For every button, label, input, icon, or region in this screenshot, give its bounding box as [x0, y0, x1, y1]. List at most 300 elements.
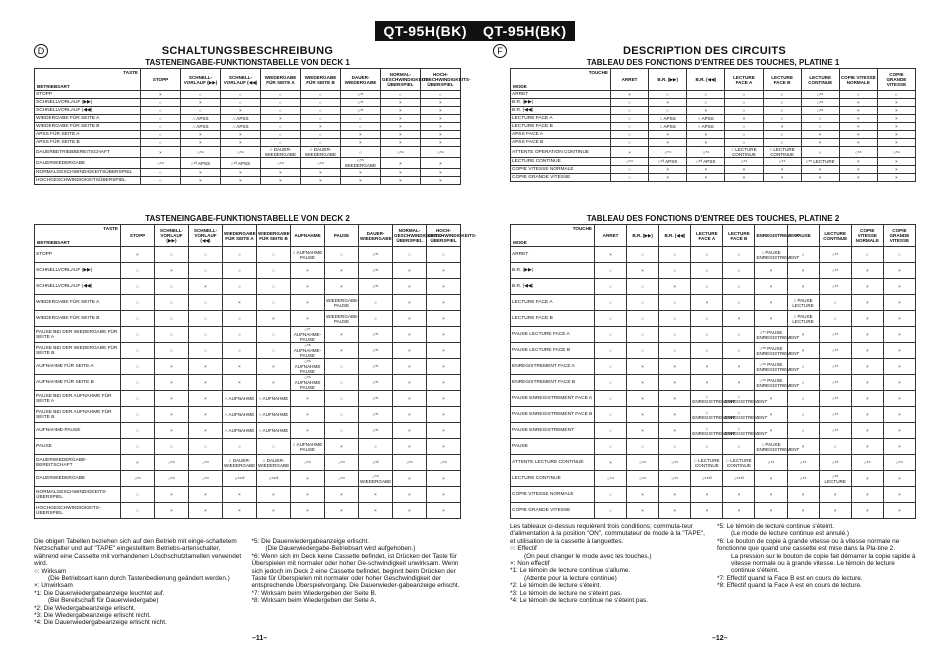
table-cell: ○*³ APSS: [687, 158, 725, 166]
table-cell: ○*¹: [359, 279, 393, 295]
table-cell: ○*⁵ LECTURE: [801, 158, 839, 166]
table-cell: ○ LECTURE CONTINUE: [763, 147, 801, 158]
table-cell: ○*⁴: [261, 158, 301, 169]
table-cell: ○ AUFNAHME: [223, 407, 257, 423]
note-line: *8: Wirksam beim Wiedergeben der Seite A.: [251, 597, 377, 605]
column-header: LECTURE FACE B: [763, 69, 801, 91]
table-cell: ×: [189, 407, 223, 423]
mode-label: B.R. (▶▶): [511, 263, 595, 279]
table-row: [35, 107, 461, 115]
table-cell: ×: [839, 166, 877, 174]
table-cell: ×: [801, 174, 839, 182]
table-cell: ○: [627, 279, 659, 295]
table-row: [511, 439, 916, 455]
table-cell: ×: [189, 391, 223, 407]
table-cell: ○: [121, 327, 155, 343]
table-cell: ×: [341, 139, 381, 147]
table-cell: ○: [223, 247, 257, 263]
table-cell: ○ PAUSE LECTURE: [787, 311, 819, 327]
table-cell: ×: [877, 99, 915, 107]
table-cell: ×: [189, 423, 223, 439]
table-cell: ○: [341, 123, 381, 131]
table-cell: ×: [883, 311, 915, 327]
table-cell: ×: [659, 487, 691, 503]
mode-label: APSS FÜR SEITE A: [35, 131, 141, 139]
table-cell: ○*⁴: [627, 471, 659, 487]
notes-column: [34, 538, 244, 627]
table-cell: ○*⁴: [427, 455, 461, 471]
table-cell: ○*⁴: [851, 455, 883, 471]
table-cell: ×: [611, 147, 649, 158]
table-cell: ○*⁴: [393, 455, 427, 471]
table-cell: ×: [691, 359, 723, 375]
table-cell: ×: [649, 131, 687, 139]
table-cell: ×: [325, 343, 359, 359]
table-cell: ×: [787, 487, 819, 503]
table-cell: ×: [393, 375, 427, 391]
table-cell: ×: [421, 131, 461, 139]
table-cell: ○: [223, 327, 257, 343]
table-cell: ○: [723, 439, 755, 455]
column-header: LECTURE FACE B: [723, 225, 755, 247]
table-row: [35, 471, 461, 487]
note-line: Die obigen Tabellen beziehen sich auf den Betrieb mit einge-schaltetem Netzschalter und auf "TAPE" eingestelltem Betriebs-artenschalter, während eine Cassette mit vorhandenen Löschschutzlamellen verwendet wird.: [34, 538, 242, 568]
table-cell: ○*¹: [801, 91, 839, 99]
table-row: [511, 166, 916, 174]
table-cell: ×: [877, 131, 915, 139]
column-header: ENREGISTREMENT: [755, 225, 787, 247]
table-cell: ○: [261, 107, 301, 115]
table-cell: ×: [261, 177, 301, 185]
table-cell: ×: [155, 375, 189, 391]
table-cell: ×: [801, 166, 839, 174]
table-cell: ○*¹: [359, 391, 393, 407]
table-cell: ○*⁴: [725, 158, 763, 166]
mode-label: AUFNAHME FÜR SEITE B: [35, 375, 121, 391]
table-cell: ×: [819, 487, 851, 503]
table-cell: ×: [787, 439, 819, 455]
table-cell: ×: [427, 407, 461, 423]
table-cell: ×: [595, 455, 627, 471]
table-cell: ×: [659, 391, 691, 407]
corner-key-label: TOUCHE: [588, 70, 608, 75]
mode-label: SCHNELLVORLAUF (◀◀): [35, 107, 141, 115]
table-cell: ○*⁴: [659, 455, 691, 471]
table-cell: ○: [595, 407, 627, 423]
table-row: [35, 391, 461, 407]
table-row: [511, 91, 916, 99]
mode-label: PAUSE BEI DER WIEDERGABE FÜR SEITE A: [35, 327, 121, 343]
table-cell: ×: [221, 131, 261, 139]
table-cell: ○*⁴: [763, 158, 801, 166]
table-cell: ○: [155, 247, 189, 263]
table-cell: ×: [787, 279, 819, 295]
column-header: PAUSE: [787, 225, 819, 247]
note-line: (On peut changer le mode avec les touches.): [524, 552, 652, 560]
table-cell: ○*⁶ AUFNAHME PAUSE: [291, 375, 325, 391]
table-cell: ×: [687, 166, 725, 174]
table-cell: ○*²: [819, 455, 851, 471]
table-cell: ○: [325, 407, 359, 423]
table-cell: ○*⁶ PAUSE ENREGISTREMENT: [755, 375, 787, 391]
table-cell: ×: [687, 107, 725, 115]
table-cell: ×: [723, 503, 755, 519]
table-cell: ×: [755, 311, 787, 327]
column-header: B.R. (▶▶): [627, 225, 659, 247]
table-cell: ×: [427, 359, 461, 375]
table-cell: ○: [725, 131, 763, 139]
table-cell: ○: [341, 115, 381, 123]
table-row: [511, 115, 916, 123]
notes-column: [717, 523, 916, 604]
table-cell: ×: [723, 375, 755, 391]
note-line: ○: Effectif: [510, 545, 537, 553]
table-row: [35, 177, 461, 185]
note-line: *2: Die Wiedergabeanzeige erlischt.: [34, 604, 136, 612]
table-row: [35, 375, 461, 391]
table-cell: ×: [381, 139, 421, 147]
corner-key-label: TASTE: [123, 70, 138, 75]
table-cell: WIEDERGABE-PAUSE: [325, 295, 359, 311]
table-cell: ○ ENREGISTREMENT: [723, 391, 755, 407]
mode-label: STOPP: [35, 91, 141, 99]
column-header: WIEDERGABE FÜR SEITE B: [257, 225, 291, 247]
table-cell: ○: [155, 343, 189, 359]
table-row: [35, 503, 461, 519]
table-cell: ○ AUFNAHME: [223, 391, 257, 407]
note-line: ○: Wirksam: [34, 567, 67, 575]
table-cell: ○*¹: [341, 99, 381, 107]
table-cell: ○: [611, 123, 649, 131]
table-cell: ×: [627, 375, 659, 391]
table-cell: ×: [421, 115, 461, 123]
table-cell: ×: [381, 158, 421, 169]
table-cell: ○: [595, 343, 627, 359]
column-header: COPIE GRANDE VITESSE: [877, 69, 915, 91]
table-cell: ×: [393, 423, 427, 439]
table-cell: ○: [325, 247, 359, 263]
note-line: *6: Le bouton de copie à grande vitesse ou à vitesse normale ne fonctionne que quand une cassette est mise dans la Pla-tine 2.: [717, 537, 900, 553]
table-cell: ○*⁴: [155, 471, 189, 487]
table-cell: ×: [787, 503, 819, 519]
column-header: SCHNELL-VORLAUF (◀◀): [221, 69, 261, 91]
table-cell: ○: [223, 439, 257, 455]
table-cell: ○*⁴: [325, 471, 359, 487]
table-cell: ×: [851, 407, 883, 423]
table-cell: ×: [851, 423, 883, 439]
table-cell: ○*⁴: [611, 158, 649, 166]
table-cell: ○: [223, 263, 257, 279]
table-cell: ○: [189, 439, 223, 455]
table-cell: ×: [121, 455, 155, 471]
table-cell: ○: [725, 91, 763, 99]
table-cell: ○: [301, 91, 341, 99]
table-cell: ×: [393, 391, 427, 407]
table-cell: ×: [181, 177, 221, 185]
column-header: AUFNAHME: [291, 225, 325, 247]
table-row: [511, 279, 916, 295]
table-cell: ×: [421, 169, 461, 177]
table-cell: ×: [649, 99, 687, 107]
table-cell: ×: [787, 263, 819, 279]
table-cell: ×: [755, 295, 787, 311]
table-cell: ○*⁴: [381, 147, 421, 158]
table-cell: ○ AUFNAHME: [257, 407, 291, 423]
table-row: [511, 471, 916, 487]
table-cell: ×: [687, 174, 725, 182]
table-cell: ×: [291, 487, 325, 503]
table-cell: ×: [839, 139, 877, 147]
table-row: [35, 439, 461, 455]
table-cell: ○*⁴: [877, 147, 915, 158]
table-cell: ○: [155, 327, 189, 343]
mode-label: ENREGISTREMENT FACE A: [511, 359, 595, 375]
table-cell: ×: [421, 177, 461, 185]
table-cell: ×: [221, 139, 261, 147]
mode-label: B.R. (▶▶): [511, 99, 611, 107]
mode-label: LECTURE FACE B: [511, 123, 611, 131]
mode-label: HOCHGESCHWINDIGKEITS-ÜBERSPIEL: [35, 503, 121, 519]
table-cell: ○*⁴: [649, 147, 687, 158]
mode-label: PAUSE ENREGISTREMENT FACE A: [511, 391, 595, 407]
mode-label: STOPP: [35, 247, 121, 263]
table-cell: ○: [627, 311, 659, 327]
corner-key-label: TASTE: [103, 226, 118, 231]
mode-label: WIEDERGABE FÜR SEITE A: [35, 295, 121, 311]
note-line: *6: Wenn sich im Deck keine Cassette befindet, ist Drücken der Taste für Überspielen mit normaler oder hoher Ge-schwindigkeit unwirksam. Wenn sich jedoch im Deck 2 eine Cassette befindet, beginnt beim Drücken der Taste für Überspielen mit normaler oder hoher Geschwindigkeit der entsprechende Überspielvorgang. Die Dauerwieder-gabeanzeige erlischt.: [251, 552, 460, 590]
corner-mode-label: BETRIEBSART: [37, 240, 70, 245]
column-header: SCHNELL-VORLAUF (▶▶): [181, 69, 221, 91]
table-cell: ○ APSS: [221, 115, 261, 123]
table-cell: ×: [189, 279, 223, 295]
table-cell: ○: [341, 147, 381, 158]
table-cell: ○: [121, 295, 155, 311]
table-row: [35, 407, 461, 423]
table-cell: ○: [261, 99, 301, 107]
table-cell: ○: [257, 295, 291, 311]
table-cell: ×: [393, 295, 427, 311]
table-cell: ○: [155, 295, 189, 311]
table-cell: ○: [659, 439, 691, 455]
table-cell: ×: [421, 107, 461, 115]
table-cell: ×: [883, 439, 915, 455]
table-cell: ×: [301, 177, 341, 185]
table-cell: ×: [341, 177, 381, 185]
table-cell: ○: [787, 359, 819, 375]
table-row: [511, 123, 916, 131]
table-cell: ○: [691, 247, 723, 263]
table-cell: ○: [611, 107, 649, 115]
table-cell: ×: [851, 311, 883, 327]
table-cell: ○*¹: [359, 423, 393, 439]
table-cell: ○: [261, 139, 301, 147]
table-cell: ○*¹: [819, 407, 851, 423]
table-cell: ×: [155, 359, 189, 375]
table-cell: ○: [723, 279, 755, 295]
mode-label: COPIE GRANDE VITESSE: [511, 174, 611, 182]
table-row: [35, 327, 461, 343]
table-cell: ○: [787, 407, 819, 423]
table-row: [35, 279, 461, 295]
table-cell: ○*¹: [801, 107, 839, 115]
table-cell: ×: [223, 359, 257, 375]
mode-label: LECTURE FACE B: [511, 311, 595, 327]
note-line: *5: Die Dauerwiedergabeanzeige erlischt.: [251, 538, 370, 545]
table-cell: ○: [325, 359, 359, 375]
corner-mode-label: MODE: [513, 240, 527, 245]
table-cell: ○*¹: [341, 91, 381, 99]
table-cell: ×: [883, 503, 915, 519]
table-cell: ○*²: [359, 455, 393, 471]
column-header: PAUSE: [325, 225, 359, 247]
table-cell: ×: [787, 343, 819, 359]
table-cell: ×: [155, 487, 189, 503]
table-cell: ×: [291, 471, 325, 487]
table-cell: ×: [755, 391, 787, 407]
table-cell: ×: [883, 487, 915, 503]
table-cell: ○: [301, 99, 341, 107]
table-cell: ×: [883, 263, 915, 279]
table-cell: ×: [763, 166, 801, 174]
table-cell: ○: [595, 503, 627, 519]
table-cell: ○: [595, 263, 627, 279]
table-cell: ×: [851, 503, 883, 519]
table-cell: ○ DAUER-WIEDERGABE: [301, 147, 341, 158]
table-cell: ○: [801, 115, 839, 123]
table-cell: ○*⁴: [121, 471, 155, 487]
table-cell: ○ APSS: [181, 123, 221, 131]
table-cell: ×: [341, 169, 381, 177]
table-cell: ○ ENREGISTREMENT: [691, 423, 723, 439]
table-cell: ○: [257, 279, 291, 295]
table-cell: ○: [261, 131, 301, 139]
table-cell: ○: [659, 295, 691, 311]
table-row: [35, 359, 461, 375]
table-cell: ×: [883, 295, 915, 311]
table-cell: ○: [801, 123, 839, 131]
table-cell: ○: [223, 343, 257, 359]
table-cell: ○: [723, 343, 755, 359]
table-cell: ○*¹: [819, 279, 851, 295]
table-cell: ×: [427, 279, 461, 295]
table-cell: ×: [659, 279, 691, 295]
table-cell: ×: [691, 487, 723, 503]
table-cell: ×: [155, 423, 189, 439]
mode-label: DAUERBETRIEBBEREITSCHAFT: [35, 147, 141, 158]
table-cell: ○: [141, 115, 181, 123]
table-cell: ×: [877, 115, 915, 123]
table-cell: ×: [851, 327, 883, 343]
table-cell: ×: [851, 391, 883, 407]
table-row: [511, 147, 916, 158]
table-cell: ×: [819, 503, 851, 519]
table-cell: ○: [121, 423, 155, 439]
column-header: ARRET: [611, 69, 649, 91]
mode-label: PAUSE BEI DER WIEDERGABE FÜR SEITE B: [35, 343, 121, 359]
table-cell: ○: [687, 91, 725, 99]
table-cell: ×: [427, 503, 461, 519]
table-cell: ○: [627, 327, 659, 343]
mode-label: WIEDERGABE FÜR SEITE B: [35, 311, 121, 327]
table-cell: ×: [627, 503, 659, 519]
right-table-1-block: [510, 58, 916, 182]
table-cell: ○*⁴: [787, 471, 819, 487]
table-cell: ×: [877, 107, 915, 115]
function-table: [510, 224, 916, 519]
table-cell: ×: [325, 503, 359, 519]
table-cell: ×: [223, 375, 257, 391]
table-cell: ○: [801, 147, 839, 158]
right-heading: [493, 44, 916, 58]
table-row: [35, 147, 461, 158]
mode-label: ATTENTE LECTURE CONTINUE: [511, 455, 595, 471]
mode-label: COPIE VITESSE NORMALE: [511, 166, 611, 174]
table-cell: ○: [725, 99, 763, 107]
table-row: [35, 169, 461, 177]
table-cell: ○*¹: [359, 247, 393, 263]
table-cell: ○: [723, 263, 755, 279]
table-cell: ×: [851, 439, 883, 455]
column-header: ARRET: [595, 225, 627, 247]
right-notes: [510, 523, 916, 604]
table-cell: ○ APSS: [649, 115, 687, 123]
table-cell: ×: [787, 327, 819, 343]
table-cell: ×: [381, 99, 421, 107]
table-cell: ○*¹: [341, 107, 381, 115]
table-cell: ×: [155, 391, 189, 407]
page-title: SCHALTUNGSBESCHREIBUNG: [161, 45, 334, 57]
table-cell: ○*⁵ LECTURE: [819, 471, 851, 487]
mode-label: NORMALGESCHWINDIGKEITS-ÜBERSPIEL: [35, 487, 121, 503]
table-cell: ○: [189, 311, 223, 327]
table-cell: ○: [141, 139, 181, 147]
table-cell: ×: [427, 295, 461, 311]
table-cell: ○: [189, 263, 223, 279]
mode-label: PAUSE: [511, 439, 595, 455]
table-cell: ○: [611, 139, 649, 147]
table-cell: ×: [223, 295, 257, 311]
table-cell: ○ AUFNAHME PAUSE: [291, 439, 325, 455]
table-cell: ○: [611, 99, 649, 107]
table-cell: ×: [725, 166, 763, 174]
table-cell: ○*⁴: [221, 147, 261, 158]
table-cell: ×: [627, 407, 659, 423]
table-cell: ×: [223, 487, 257, 503]
table-cell: ○: [659, 247, 691, 263]
table-cell: ×: [393, 311, 427, 327]
table-cell: ○: [155, 311, 189, 327]
table-cell: ×: [325, 279, 359, 295]
table-cell: ×: [659, 375, 691, 391]
table-cell: ×: [611, 91, 649, 99]
table-cell: ×: [427, 487, 461, 503]
table-cell: ×: [877, 166, 915, 174]
page-number: –11–: [252, 635, 268, 642]
table-cell: ×: [755, 487, 787, 503]
table-cell: ○: [121, 391, 155, 407]
table-cell: ×: [181, 169, 221, 177]
table-cell: ○: [257, 439, 291, 455]
table-cell: ○*¹: [359, 359, 393, 375]
table-cell: ○*⁴*²: [691, 471, 723, 487]
table-cell: ×: [301, 169, 341, 177]
notes-column: [252, 538, 462, 627]
table-cell: ○*⁴: [189, 455, 223, 471]
table-cell: ○*⁴: [755, 455, 787, 471]
table-cell: ×: [427, 391, 461, 407]
table-cell: ○: [595, 359, 627, 375]
table-cell: ×: [755, 263, 787, 279]
